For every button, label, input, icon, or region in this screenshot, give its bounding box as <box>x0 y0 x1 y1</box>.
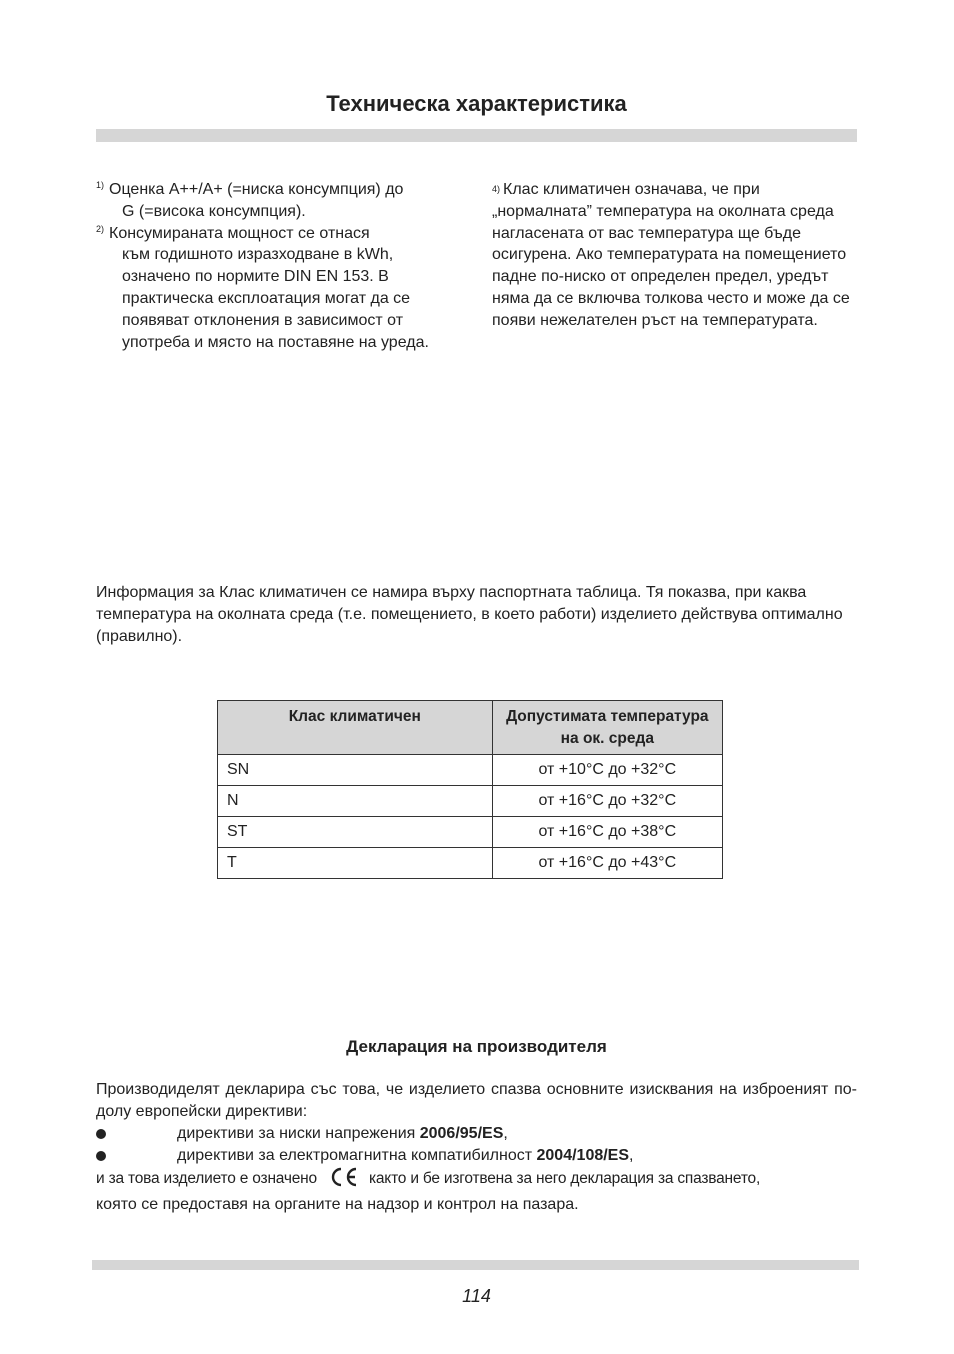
range-cell: от +10°C до +32°C <box>492 755 722 786</box>
bullet-icon <box>96 1129 106 1139</box>
table-row <box>218 755 723 786</box>
page-title: Техническа характеристика <box>326 91 627 116</box>
header-rule <box>96 129 857 142</box>
directive-text: директиви за ниски напрежения <box>177 1125 420 1142</box>
ce-mark-icon <box>329 1167 359 1194</box>
footnotes-left <box>96 179 446 353</box>
column-header-range: Допустимата температура на ок. среда <box>492 701 722 755</box>
class-cell: T <box>218 848 493 879</box>
footnote-mark: 4) <box>492 184 501 194</box>
declaration-intro: Производиделят декларира със това, че изделието спазва основните изисквания на изброеният по-долу европейски директиви: <box>96 1081 857 1120</box>
table-row <box>218 817 723 848</box>
directive-code: 2006/95/ES <box>419 1125 504 1142</box>
table-header-row <box>218 701 723 755</box>
footnote-1 <box>96 179 446 223</box>
directive-item <box>96 1123 857 1145</box>
climate-info-paragraph: Информация за Клас климатичен се намира върху паспортната таблица. Тя показва, при каква температура на околната среда (т.е. помещението, в което работи) изделието действува оптимално (правилно). <box>96 584 843 645</box>
climate-class-table <box>217 700 723 879</box>
directive-text: директиви за електромагнитна компатибилност <box>177 1147 537 1164</box>
class-cell: SN <box>218 755 493 786</box>
range-cell: от +16°C до +43°C <box>492 848 722 879</box>
footnote-mark: 2) <box>96 223 105 234</box>
footnote-text-cont: G (=висока консумпция). <box>122 202 306 220</box>
footnote-4 <box>492 179 860 332</box>
footnote-text-cont: към годишното изразходване в kWh, означено по нормите DIN EN 153. В практическа експлоатация могат да се появяват отклонения в зависимост от употреба и място на поставяне на уреда. <box>122 246 429 351</box>
directive-suffix: , <box>629 1147 634 1164</box>
ce-text-after: както и бе изготвена за него декларация за спазването, <box>368 1170 761 1187</box>
page-number: 114 <box>462 1286 491 1306</box>
directive-suffix: , <box>503 1125 508 1142</box>
ce-statement <box>96 1167 857 1194</box>
declaration-body <box>96 1079 857 1216</box>
footnote-text: Консумираната мощност се отнася <box>109 224 370 242</box>
class-cell: ST <box>218 817 493 848</box>
footnote-2 <box>96 223 446 354</box>
footnote-text: Оценка A++/A+ (=ниска консумпция) до <box>109 181 404 198</box>
footnote-mark: 1) <box>96 180 105 190</box>
table-row <box>218 786 723 817</box>
class-cell: N <box>218 786 493 817</box>
directive-code: 2004/108/ES <box>536 1147 630 1164</box>
range-cell: от +16°C до +32°C <box>492 786 722 817</box>
declaration-closing: която се предоставя на органите на надзор и контрол на пазара. <box>96 1196 579 1213</box>
ce-text-before: и за това изделието е означено <box>96 1170 317 1187</box>
declaration-heading: Декларация на производителя <box>346 1037 607 1056</box>
directive-item <box>96 1145 857 1167</box>
footnote-text: Клас климатичен означава, че при „нормалната” температура на околната среда нагласената от вас температура ще бъде осигурена. Ако температурата на помещението падне по-ниско от определен предел, уредът няма да се включва толкова често и може да се появи нежелателен ръст на температурата. <box>492 181 850 329</box>
bullet-icon <box>96 1151 106 1161</box>
table-row <box>218 848 723 879</box>
footer-rule <box>92 1260 859 1270</box>
range-cell: от +16°C до +38°C <box>492 817 722 848</box>
column-header-class: Клас климатичен <box>218 701 493 755</box>
